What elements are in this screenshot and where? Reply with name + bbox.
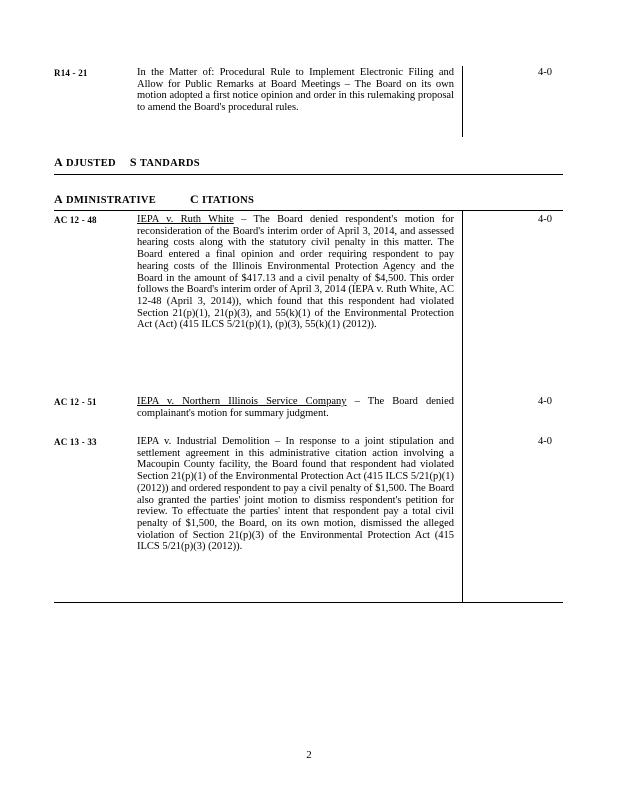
column-divider — [462, 66, 463, 137]
heading-administrative-citations: A DMINISTRATIVE C ITATIONS — [54, 192, 255, 206]
table-bottom-rule — [54, 602, 563, 603]
citation-description-ac-12-48: IEPA v. Ruth White – The Board denied respondent's motion for reconsideration of the Board's interim order of April 3, 2014, and assessed hearing costs along with the statutory civil penalty in this matter. The Board entered a final opinion and order requiring respondent to pay hearing costs of the Illinois Environmental Protection Agency and the Board in the amount of $417.13 and a civil penalty of $4,500. This order follows the Board's interim order of April 3, 2014 (IEPA v. Ruth White, AC 12-48 (April 3, 2014)), which found that this respondent had violated Section 21(p)(1), 21(p)(3), and 55(k)(1) of the Environmental Protection Act (Act) (415 ILCS 5/21(p)(1), (p)(3), 55(k)(1) (2012)). — [137, 214, 455, 331]
rulemaking-description: In the Matter of: Procedural Rule to Implement Electronic Filing and Allow for Public Remarks at Board Meetings – The Board on its own motion adopted a first notice opinion and order in this rulemaking proposal to amend the Board's procedural rules. — [137, 67, 454, 114]
citation-vote-ac-13-33: 4-0 — [538, 436, 552, 447]
docket-number-ac-13-33: AC 13 - 33 — [54, 437, 97, 447]
rulemaking-vote: 4-0 — [538, 67, 552, 78]
citation-vote-ac-12-51: 4-0 — [538, 396, 552, 407]
heading-adjusted-standards: A DJUSTED S TANDARDS — [54, 155, 200, 169]
table-column-divider — [462, 210, 463, 603]
citation-description-ac-13-33: IEPA v. Industrial Demolition – In response to a joint stipulation and settlement agreement in this administrative citation action involving a Macoupin County facility, the Board found that respondent had violated Section 21(p)(1) of the Environmental Protection Act (415 ILCS 5/21(p)(1) (2012)) and ordered respondent to pay a civil penalty of $1,500. The Board also granted the parties' joint motion to dismiss respondent's petition for review. To effectuate the parties' intent that respondent pay a total civil penalty of $1,500, the Board, on its own motion, dismissed the alleged violation of Section 21(p)(3) of the Environmental Protection Act (415 ILCS 5/21(p)(3) (2012)). — [137, 436, 454, 553]
table-top-rule — [54, 210, 563, 211]
docket-number-ac-12-51: AC 12 - 51 — [54, 397, 97, 407]
citation-vote-ac-12-48: 4-0 — [538, 214, 552, 225]
docket-number-ac-12-48: AC 12 - 48 — [54, 215, 97, 225]
section-rule — [54, 174, 563, 175]
citation-description-ac-12-51: IEPA v. Northern Illinois Service Company – The Board denied complainant's motion for summary judgment. — [137, 396, 454, 419]
page-number: 2 — [306, 749, 312, 761]
docket-number-r14-21: R14 - 21 — [54, 68, 88, 78]
